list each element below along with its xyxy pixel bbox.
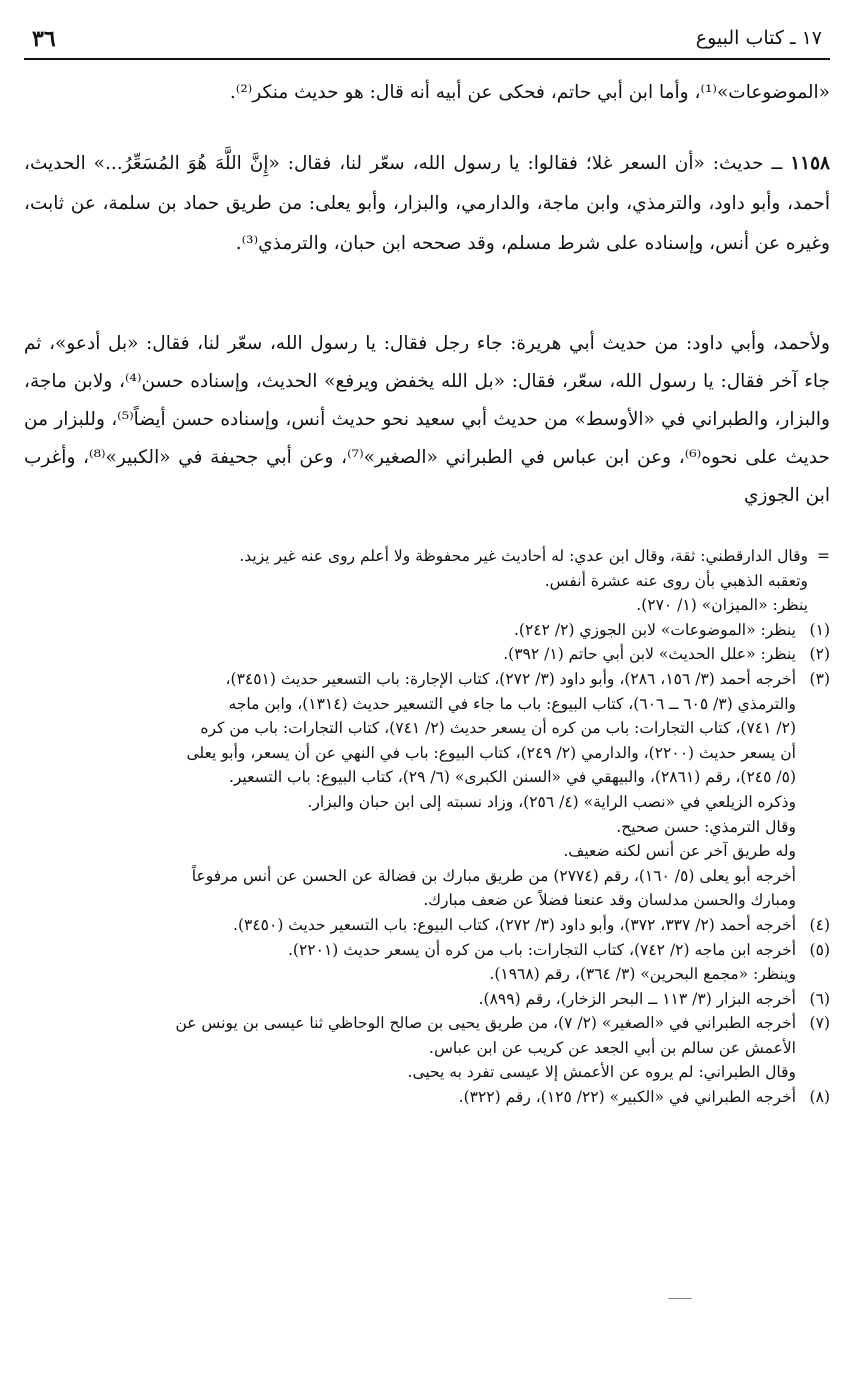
footnote-number: (١) xyxy=(809,620,830,639)
running-title: ١٧ ـ كتاب البيوع xyxy=(695,27,822,49)
footnote-line: أخرجه الطبراني في «الصغير» (٢/ ٧)، من طريق يحيى بن صالح الوحاظي ثنا عيسى بن يونس عن xyxy=(175,1014,796,1033)
paragraph-hadith-1158 xyxy=(24,144,830,264)
footnote-number: (٦) xyxy=(809,989,830,1008)
footnote-line: أن يسعر حديث (٢٢٠٠)، والدارمي (٢/ ٢٤٩)، كتاب البيوع: باب في النهي عن أن يسعر، وأبو يعلى xyxy=(186,743,796,762)
footnote-line: وتعقبه الذهبي بأن روى عنه عشرة أنفس. xyxy=(544,571,808,590)
footnote-6 xyxy=(24,987,830,1012)
footnote-line: وقال الترمذي: حسن صحيح. xyxy=(616,817,796,836)
footnotes-section xyxy=(24,544,830,1110)
footnote-2 xyxy=(24,642,830,667)
footnote-4 xyxy=(24,913,830,938)
hadith-number: ١١٥٨ xyxy=(790,153,830,174)
footnote-line: وذكره الزيلعي في «نصب الراية» (٤/ ٢٥٦)، وزاد نسبته إلى ابن حبان والبزار. xyxy=(307,792,796,811)
footnote-line: وقال الطبراني: لم يروه عن الأعمش إلا عيسى تفرد به يحيى. xyxy=(407,1063,796,1082)
footnote-line: وقال الدارقطني: ثقة، وقال ابن عدي: له أحاديث غير محفوظة ولا أعلم روى عنه غير يزيد. xyxy=(239,547,808,565)
footnote-line: أخرجه ابن ماجه (٢/ ٧٤٢)، كتاب التجارات: باب من كره أن يسعر حديث (٢٢٠١). xyxy=(287,940,796,959)
footnote-line: وله طريق آخر عن أنس لكنه ضعيف. xyxy=(563,842,796,861)
hadith-text: ــ حديث: «أن السعر غلا؛ فقالوا: يا رسول الله، سعّر لنا، فقال: «إِنَّ اللَّهَ هُوَ المُسَعِّرُ...» الحديث، أحمد، وأبو داود، والترمذي، وابن ماجة، والدارمي، والبزار، وأبو يعلى: من طريق حماد بن سلمة، عن ثابت، وغيره عن أنس، وإسناده على شرط مسلم، وقد صححه ابن حبان، والترمذي⁽³⁾. xyxy=(24,153,830,254)
footnote-1 xyxy=(24,618,830,643)
footnote-line: والترمذي (٣/ ٦٠٥ ــ ٦٠٦)، كتاب البيوع: باب ما جاء في التسعير حديث (١٣١٤)، وابن ماجه xyxy=(228,694,796,713)
footnote-number: (٥) xyxy=(809,940,830,959)
footnote-line: الأعمش عن سالم بن أبي الجعد عن كريب عن ابن عباس. xyxy=(429,1038,796,1057)
footnote-line: أخرجه الطبراني في «الكبير» (٢٢/ ١٢٥)، رقم (٣٢٢). xyxy=(458,1088,796,1107)
footnote-number: (٤) xyxy=(809,915,830,934)
footnote-line: أخرجه أحمد (٢/ ٣٣٧، ٣٧٢)، وأبو داود (٣/ ٢٧٢)، كتاب البيوع: باب التسعير حديث (٣٤٥٠). xyxy=(233,915,796,934)
page-number: ٣٦ xyxy=(32,26,56,52)
footnote-line: (٥/ ٢٤٥)، رقم (٢٨٦١)، والبيهقي في «السنن الكبرى» (٦/ ٢٩)، كتاب البيوع: باب التسعير. xyxy=(228,768,796,787)
continuation-mark: = xyxy=(817,547,830,565)
footnote-list xyxy=(24,618,830,1110)
footnote-number: (٢) xyxy=(809,645,830,664)
footer-rule xyxy=(668,1298,692,1299)
footnote-line: أخرجه أبو يعلى (٥/ ١٦٠)، رقم (٢٧٧٤) من طريق مبارك بن فضالة عن الحسن عن أنس مرفوعاً xyxy=(191,866,796,885)
footnote-5 xyxy=(24,938,830,987)
footnote-line: (٢/ ٧٤١)، كتاب التجارات: باب من كره أن يسعر حديث (٢/ ٧٤١)، كتاب التجارات: باب من كره xyxy=(200,719,796,738)
page-header xyxy=(24,26,830,60)
footnote-7 xyxy=(24,1011,830,1085)
footnote-line: وينظر: «مجمع البحرين» (٣/ ٣٦٤)، رقم (١٩٦٨). xyxy=(489,965,796,984)
footnote-line: ينظر: «علل الحديث» لابن أبي حاتم (١/ ٣٩٢). xyxy=(503,645,796,664)
paragraph-1: «الموضوعات»⁽¹⁾، وأما ابن أبي حاتم، فحكى عن أبيه أنه قال: هو حديث منكر⁽²⁾. xyxy=(229,82,830,103)
footnote-line: أخرجه أحمد (٣/ ١٥٦، ٢٨٦)، وأبو داود (٣/ ٢٧٢)، كتاب الإجارة: باب التسعير حديث (٣٤٥١)، xyxy=(225,669,796,688)
footnote-line: أخرجه البزار (٣/ ١١٣ ــ البحر الزخار)، رقم (٨٩٩). xyxy=(478,989,796,1008)
footnote-line: ومبارك والحسن مدلسان وقد عنعنا فضلاً عن ضعف مبارك. xyxy=(423,891,796,910)
footnote-8 xyxy=(24,1085,830,1110)
footnote-line: ينظر: «الموضوعات» لابن الجوزي (٢/ ٢٤٢). xyxy=(514,620,796,639)
footnote-number: (٧) xyxy=(809,1014,830,1033)
paragraph-3: ولأحمد، وأبي داود: من حديث أبي هريرة: جاء رجل فقال: يا رسول الله، سعّر لنا، فقال: «بل أدعو»، ثم جاء آخر فقال: يا رسول الله، سعّر، فقال: «بل الله يخفض ويرفع» الحديث، وإسناده حسن⁽⁴⁾، ولابن ماجة، والبزار، والطبراني في «الأوسط» من حديث أبي سعيد نحو حديث أنس، وإسناده حسن أيضاً⁽⁵⁾، وللبزار من حديث على نحوه⁽⁶⁾، وعن ابن عباس في الطبراني «الصغير»⁽⁷⁾، وعن أبي جحيفة في «الكبير»⁽⁸⁾، وأغرب ابن الجوزي xyxy=(24,333,830,506)
footnote-3 xyxy=(24,667,830,913)
footnote-line: ينظر: «الميزان» (١/ ٢٧٠). xyxy=(636,596,808,615)
footnote-continuation xyxy=(24,544,830,618)
footnote-number: (٣) xyxy=(809,669,830,688)
footnote-number: (٨) xyxy=(809,1088,830,1107)
